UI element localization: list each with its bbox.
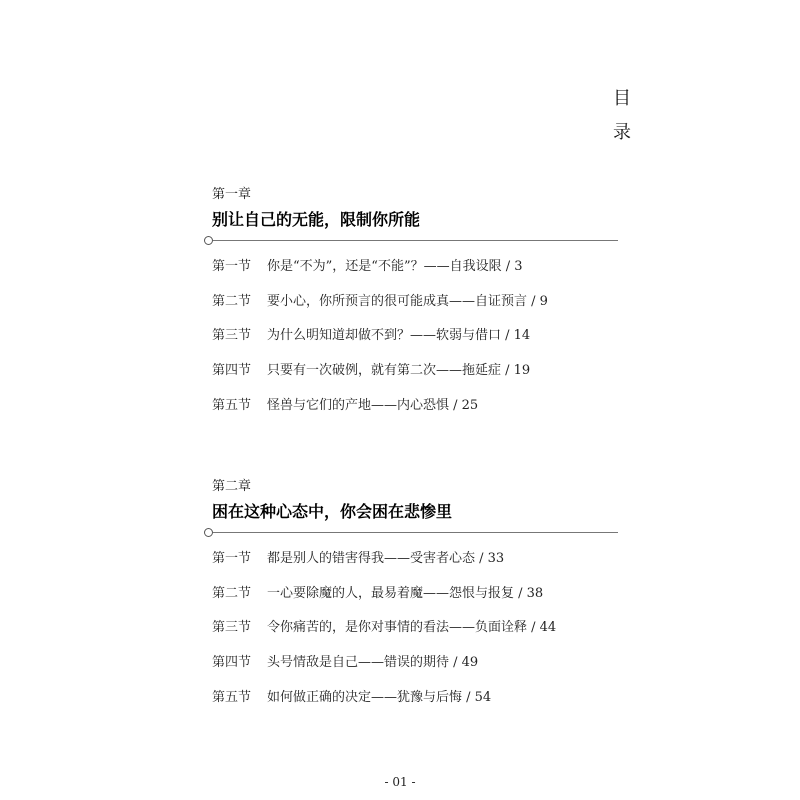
toc-entry[interactable] bbox=[212, 618, 624, 653]
toc-entry[interactable] bbox=[212, 549, 624, 584]
toc-entry[interactable] bbox=[212, 653, 624, 688]
toc-entry[interactable] bbox=[212, 257, 624, 292]
toc-entry[interactable] bbox=[212, 292, 624, 327]
divider-circle-icon bbox=[204, 236, 213, 245]
chapter-divider bbox=[204, 235, 624, 247]
section-number: 第五节 bbox=[212, 397, 252, 413]
page-number: - 01 - bbox=[384, 775, 416, 789]
section-number: 第四节 bbox=[212, 655, 252, 671]
section-number: 第三节 bbox=[212, 328, 252, 344]
toc-entry[interactable] bbox=[212, 361, 624, 396]
section-number: 第四节 bbox=[212, 363, 252, 379]
section-title: 你是“不为”，还是“不能”？——自我设限 / 3 bbox=[267, 259, 523, 274]
toc-entry[interactable] bbox=[212, 584, 624, 619]
section-number: 第二节 bbox=[212, 293, 252, 309]
divider-line bbox=[213, 240, 618, 241]
section-title: 怪兽与它们的产地——内心恐惧 / 25 bbox=[267, 397, 479, 413]
section-title: 只要有一次破例，就有第二次——拖延症 / 19 bbox=[267, 363, 531, 379]
chapter-label: 第二章 bbox=[212, 479, 252, 494]
chapter-divider bbox=[204, 527, 624, 539]
section-number: 第二节 bbox=[212, 585, 252, 601]
page-title-char-1: 目 bbox=[613, 88, 631, 109]
chapter-1 bbox=[204, 186, 624, 430]
divider-line bbox=[213, 532, 618, 533]
section-title: 头号情敌是自己——错误的期待 / 49 bbox=[267, 655, 479, 671]
section-number: 第五节 bbox=[212, 689, 252, 705]
divider-circle-icon bbox=[204, 528, 213, 537]
chapter-2 bbox=[204, 478, 624, 722]
section-title: 都是别人的错害得我——受害者心态 / 33 bbox=[267, 551, 505, 566]
section-title: 要小心，你所预言的很可能成真——自证预言 / 9 bbox=[267, 293, 548, 309]
chapter-label: 第一章 bbox=[212, 187, 252, 202]
chapter-title: 困在这种心态中，你会困在悲惨里 bbox=[212, 502, 453, 521]
toc-entry[interactable] bbox=[212, 688, 624, 723]
section-number: 第一节 bbox=[212, 259, 252, 274]
chapter-title: 别让自己的无能，限制你所能 bbox=[212, 210, 421, 229]
section-title: 令你痛苦的，是你对事情的看法——负面诠释 / 44 bbox=[267, 620, 557, 636]
section-title: 一心要除魔的人，最易着魔——怨恨与报复 / 38 bbox=[267, 585, 544, 601]
section-number: 第三节 bbox=[212, 620, 252, 636]
page-title-char-2: 录 bbox=[613, 122, 631, 143]
section-title: 如何做正确的决定——犹豫与后悔 / 54 bbox=[267, 689, 492, 705]
page-title bbox=[604, 82, 640, 150]
section-title: 为什么明知道却做不到？——软弱与借口 / 14 bbox=[267, 328, 531, 344]
toc-entry[interactable] bbox=[212, 326, 624, 361]
section-number: 第一节 bbox=[212, 551, 252, 566]
toc-entry[interactable] bbox=[212, 396, 624, 431]
